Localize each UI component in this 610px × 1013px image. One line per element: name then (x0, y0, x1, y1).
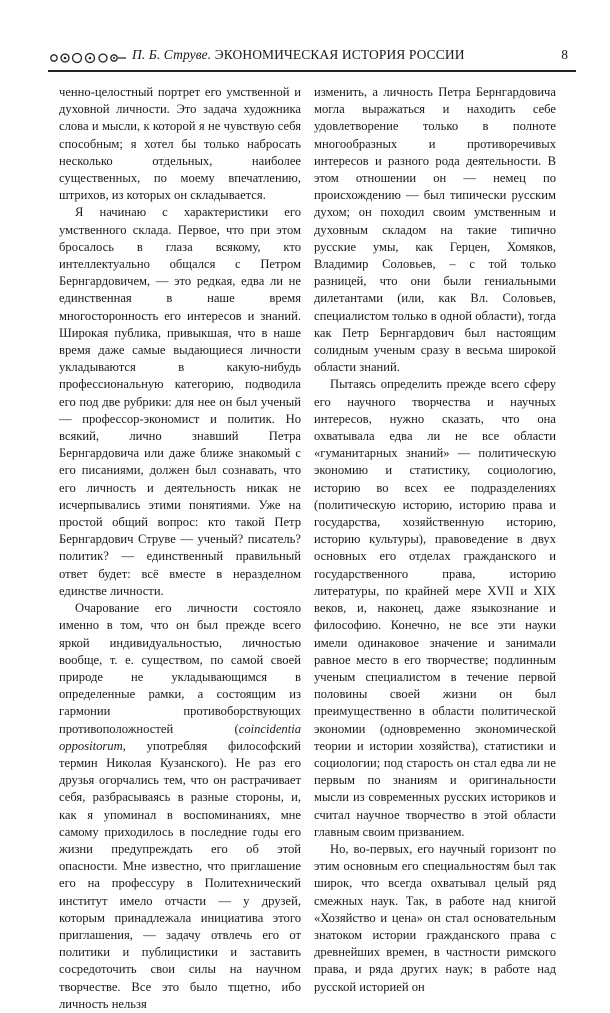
page-number: 8 (561, 47, 568, 62)
left-paragraph-2: Я начинаю с характеристики его умственного склада. Первое, что при этом бросалось в глаза всякому, кто интеллектуально общался с Петром Бернгардовичем, — это редкая, едва ли не единственная в наше время многосторонность его интересов и знаний. Широкая публика, привыкшая, что в наше время даже самые выдающиеся личности укладываются в какую-нибудь профессиональную категорию, подводила его под две рубрики: для нее он был ученый — профессор-экономист и политик. Но всякий, лично знавший Петра Бернгардовича или даже ближе знакомый с его писаниями, должен был сознавать, что его личность и деятельность никак не исчерпывались этими понятиями. Уже на простой общий вопрос: кто такой Петр Бернгардович Струве — ученый? писатель? политик? — единственный правильный ответ будет: всё вместе в неразделном единстве личности. (59, 205, 301, 598)
left-paragraph-3-part-1: Очарование его личности состояло именно в том, что он был прежде всего яркой индивидуальностью, личностью вообще, т. е. существом, по самой своей природе не укладывающимся в определенные рамки, а состоящим из гармонии противоборствующих противоположностей ( (59, 601, 301, 736)
left-paragraph-3-part-2: , употребляя философский термин Николая Кузанского). Не раз его друзья огорчались тем, что он растрачивает себя, разбрасываясь в разные стороны, и, как я упоминал в воспоминаниях, мне самому приходилось в последние годы его жизни предупреждать его об этой опасности. Мне известно, что приглашение его на профессуру в Политехнический институт имело отчасти — у друзей, которым принадлежала инициатива этого приглашения, — задачу отвлечь его от политики и публицистики и заставить сосредоточить свои силы на научном творчестве. Все это было тщетно, ибо личность нельзя (59, 738, 301, 1011)
page-header (48, 38, 576, 76)
running-title-author: П. Б. Струве. (132, 47, 212, 62)
running-title (132, 47, 465, 63)
left-paragraph-1: ченно-целостный портрет его умственной и духовной личности. Это задача художника слова и мысли, к которой я не чувствую себя способным; я хотел бы только набросать несколько отдельных, наиболее существенных, по моему впечатлению, штрихов, из которых он складывается. (59, 85, 301, 203)
running-title-book: ЭКОНОМИЧЕСКАЯ ИСТОРИЯ РОССИИ (214, 47, 465, 62)
ornament-icon (48, 49, 126, 67)
latin-term: coincidentia oppositorum (59, 721, 301, 753)
header-rule (48, 70, 576, 72)
right-column (314, 84, 556, 996)
left-paragraph-3 (59, 600, 301, 1013)
right-paragraph-3: Но, во-первых, его научный горизонт по этим основным его специальностям был так широк, что всегда охватывал целый ряд смежных наук. Так, в работе над книгой «Хозяйство и цена» он стал основательным знатоком истории гражданского права с древнейших времен, в частности римского права, и ряда других наук; в работе над русской историей он (314, 841, 556, 994)
left-column (59, 84, 301, 1013)
right-paragraph-1: изменить, а личность Петра Бернгардовича могла выражаться и находить себе удовлетворение только в полноте многообразных и противоречивых интересов и разного рода деятельности. В этом отношении он — немец по происхождению — был типически русским духом; он походил своим умственным и духовным складом на такие типично русские умы, как Герцен, Хомяков, Владимир Соловьев, – с той только разницей, что они были гениальными дилетантами (или, как Вл. Соловьев, специалистом только в одной области), тогда как Петр Бернгардович был настоящим солидным ученым сразу в весьма широкой области знаний. (314, 85, 556, 375)
right-paragraph-2: Пытаясь определить прежде всего сферу его научного творчества и научных интересов, нужно сказать, что она охватывала едва ли не все области «гуманитарных знаний» — политическую экономию и статистику, социологию, историю во всех ее подразделениях (политическую историю, историю права и государства, хозяйственную историю, историю культуры), правоведение в двух основных его отделах гражданского и государственного права, историю литературы, по крайней мере XVII и XIX веков, и, наконец, даже языкознание и философию. Конечно, не все эти науки имели одинаковое значение и занимали равное место в его творчестве; подлинным ученым специалистом в течение первой половины своей жизни он был преимущественно в области политической экономии (одновременно экономической теории и истории хозяйства), статистики и социологии; под старость он стал едва ли не первым по знаниям и оригинальности мысли из современных русских историков и считал научное творчество в этой области главным своим призванием. (314, 377, 556, 839)
